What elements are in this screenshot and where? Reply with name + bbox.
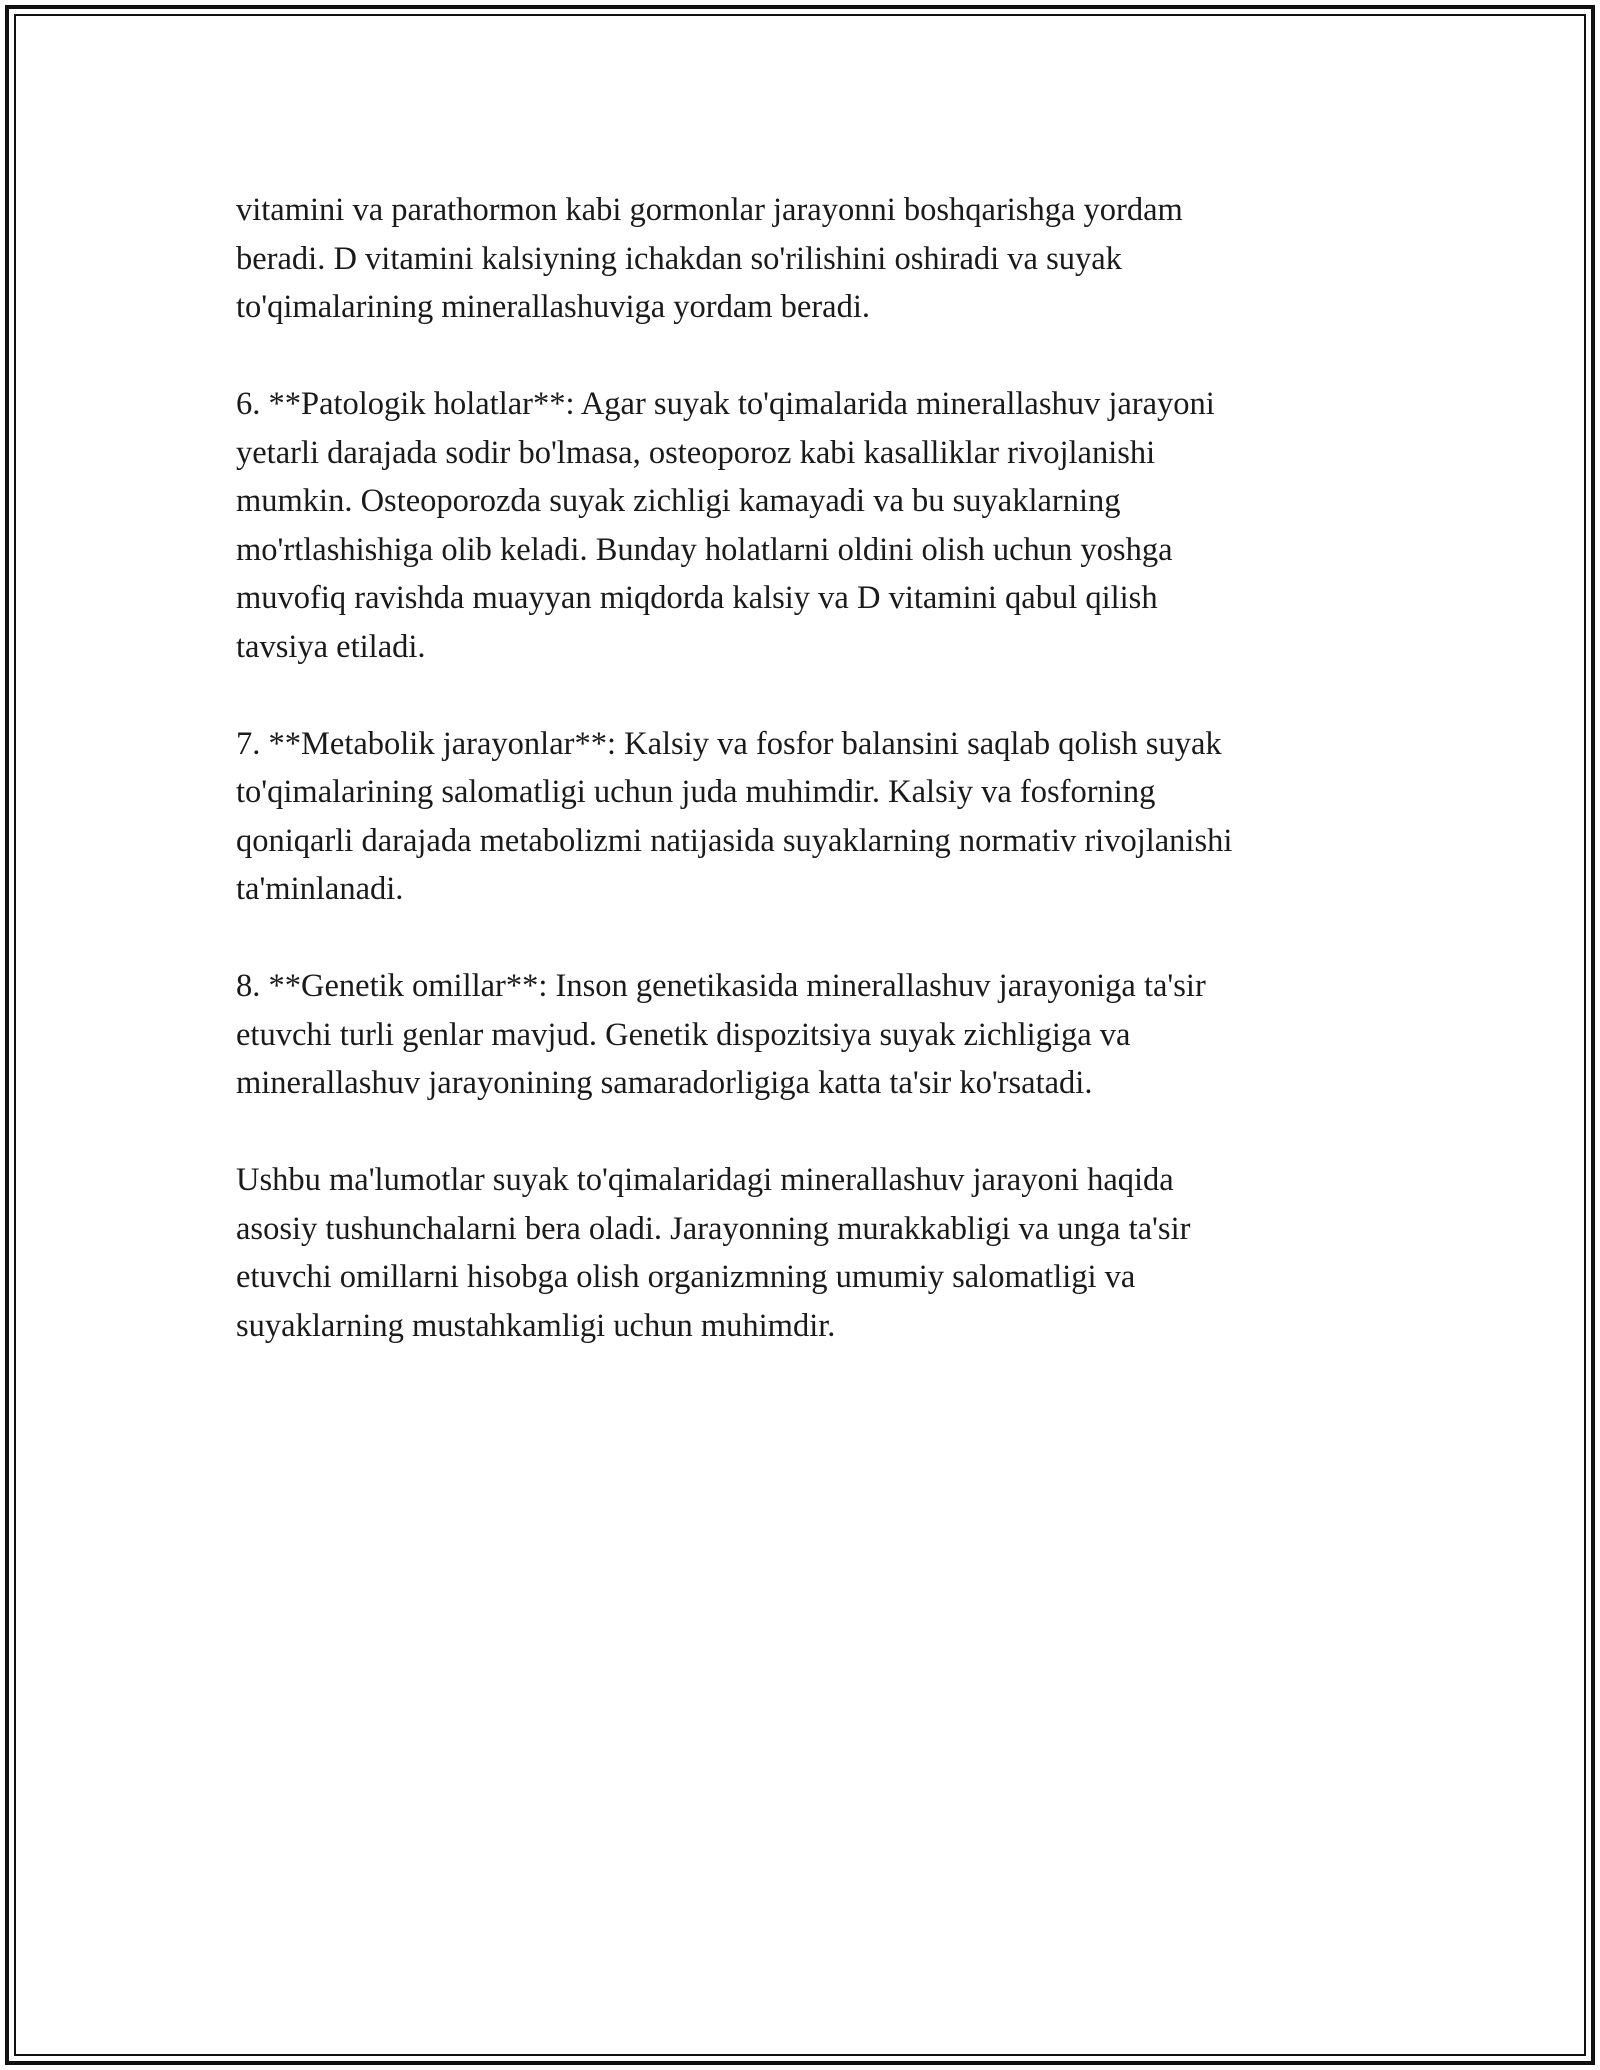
text-line: suyaklarning mustahkamligi uchun muhimdir.: [236, 1307, 836, 1344]
text-line: etuvchi omillarni hisobga olish organizmning umumiy salomatligi va: [236, 1259, 1136, 1295]
text-line: 8. **Genetik omillar**: Inson genetikasida minerallashuv jarayoniga ta'sir: [236, 968, 1206, 1004]
paragraph-metabolik-jarayonlar: [236, 720, 1396, 914]
text-line: to'qimalarining minerallashuviga yordam beradi.: [236, 289, 871, 325]
text-line: etuvchi turli genlar mavjud. Genetik dispozitsiya suyak zichligiga va: [236, 1016, 1131, 1053]
text-line: 6. **Patologik holatlar**: Agar suyak to'qimalarida minerallashuv jarayoni: [236, 386, 1215, 422]
text-line: to'qimalarining salomatligi uchun juda muhimdir. Kalsiy va fosforning: [236, 774, 1156, 810]
paragraph-genetik-omillar: [236, 962, 1396, 1108]
text-line: vitamini va parathormon kabi gormonlar jarayonni boshqarishga yordam: [236, 192, 1183, 228]
paragraph-patologik-holatlar: [236, 380, 1396, 671]
text-line: qoniqarli darajada metabolizmi natijasida suyaklarning normativ rivojlanishi: [236, 822, 1233, 859]
text-line: mo'rtlashishiga olib keladi. Bunday holatlarni oldini olish uchun yoshga: [236, 531, 1173, 568]
text-line: yetarli darajada sodir bo'lmasa, osteoporoz kabi kasalliklar rivojlanishi: [236, 434, 1156, 471]
text-line: beradi. D vitamini kalsiyning ichakdan so'rilishini oshiradi va suyak: [236, 240, 1122, 277]
text-line: ta'minlanadi.: [236, 871, 404, 907]
text-line: tavsiya etiladi.: [236, 628, 426, 665]
text-line: Ushbu ma'lumotlar suyak to'qimalaridagi minerallashuv jarayoni haqida: [236, 1162, 1174, 1198]
text-line: minerallashuv jarayonining samaradorligiga katta ta'sir ko'rsatadi.: [236, 1065, 1093, 1101]
text-line: 7. **Metabolik jarayonlar**: Kalsiy va fosfor balansini saqlab qolish suyak: [236, 725, 1222, 762]
text-line: mumkin. Osteoporozda suyak zichligi kamayadi va bu suyaklarning: [236, 483, 1121, 519]
text-line: asosiy tushunchalarni bera oladi. Jarayonning murakkabligi va unga ta'sir: [236, 1210, 1191, 1247]
paragraph-vitamin-d: [236, 186, 1396, 332]
paragraph-conclusion: [236, 1156, 1396, 1350]
text-line: muvofiq ravishda muayyan miqdorda kalsiy va D vitamini qabul qilish: [236, 580, 1158, 616]
document-body: [236, 186, 1396, 1399]
